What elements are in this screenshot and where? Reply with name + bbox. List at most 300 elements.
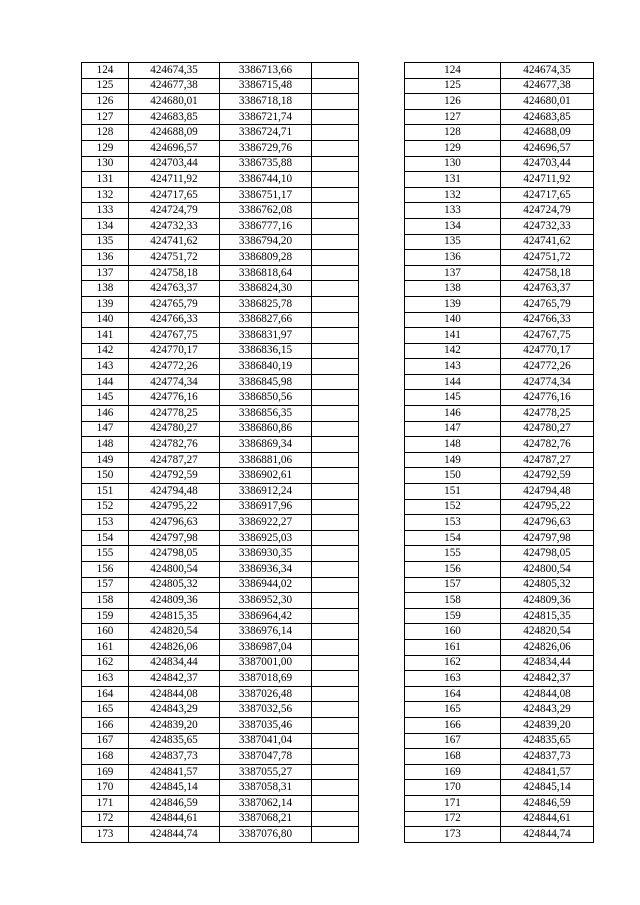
- left-x-coordinate-cell: 424767,75: [129, 328, 220, 344]
- left-point-number-cell: 144: [82, 374, 129, 390]
- column-gap: [359, 78, 405, 94]
- right-x-coordinate-cell: 424797,98: [501, 530, 594, 546]
- right-point-number-cell: 146: [405, 406, 501, 422]
- coordinates-table-body: [82, 63, 594, 843]
- coordinates-table: [81, 62, 594, 843]
- left-point-number-cell: 150: [82, 468, 129, 484]
- left-x-coordinate-cell: 424751,72: [129, 250, 220, 266]
- left-point-number-cell: 167: [82, 733, 129, 749]
- left-x-coordinate-cell: 424770,17: [129, 343, 220, 359]
- left-x-coordinate-cell: 424841,57: [129, 764, 220, 780]
- left-x-coordinate-cell: 424774,34: [129, 374, 220, 390]
- empty-cell: [312, 203, 359, 219]
- left-y-coordinate-cell: 3386777,16: [220, 218, 312, 234]
- table-row: [82, 140, 594, 156]
- right-point-number-cell: 139: [405, 296, 501, 312]
- empty-cell: [312, 484, 359, 500]
- left-point-number-cell: 148: [82, 437, 129, 453]
- column-gap: [359, 406, 405, 422]
- table-row: [82, 78, 594, 94]
- left-point-number-cell: 139: [82, 296, 129, 312]
- left-x-coordinate-cell: 424846,59: [129, 795, 220, 811]
- left-y-coordinate-cell: 3386809,28: [220, 250, 312, 266]
- right-point-number-cell: 145: [405, 390, 501, 406]
- right-point-number-cell: 171: [405, 795, 501, 811]
- empty-cell: [312, 811, 359, 827]
- right-point-number-cell: 143: [405, 359, 501, 375]
- right-x-coordinate-cell: 424696,57: [501, 140, 594, 156]
- empty-cell: [312, 156, 359, 172]
- empty-cell: [312, 686, 359, 702]
- left-point-number-cell: 165: [82, 702, 129, 718]
- left-point-number-cell: 129: [82, 140, 129, 156]
- right-x-coordinate-cell: 424763,37: [501, 281, 594, 297]
- column-gap: [359, 608, 405, 624]
- column-gap: [359, 218, 405, 234]
- left-x-coordinate-cell: 424766,33: [129, 312, 220, 328]
- table-row: [82, 499, 594, 515]
- left-point-number-cell: 173: [82, 827, 129, 843]
- left-x-coordinate-cell: 424815,35: [129, 608, 220, 624]
- right-point-number-cell: 137: [405, 265, 501, 281]
- empty-cell: [312, 639, 359, 655]
- empty-cell: [312, 515, 359, 531]
- right-x-coordinate-cell: 424711,92: [501, 172, 594, 188]
- column-gap: [359, 468, 405, 484]
- column-gap: [359, 764, 405, 780]
- table-row: [82, 218, 594, 234]
- empty-cell: [312, 109, 359, 125]
- table-row: [82, 702, 594, 718]
- right-x-coordinate-cell: 424844,61: [501, 811, 594, 827]
- left-point-number-cell: 164: [82, 686, 129, 702]
- column-gap: [359, 140, 405, 156]
- left-y-coordinate-cell: 3386825,78: [220, 296, 312, 312]
- right-x-coordinate-cell: 424795,22: [501, 499, 594, 515]
- right-x-coordinate-cell: 424815,35: [501, 608, 594, 624]
- right-point-number-cell: 151: [405, 484, 501, 500]
- right-point-number-cell: 155: [405, 546, 501, 562]
- right-x-coordinate-cell: 424792,59: [501, 468, 594, 484]
- left-point-number-cell: 172: [82, 811, 129, 827]
- left-x-coordinate-cell: 424696,57: [129, 140, 220, 156]
- table-row: [82, 250, 594, 266]
- right-x-coordinate-cell: 424787,27: [501, 452, 594, 468]
- left-x-coordinate-cell: 424758,18: [129, 265, 220, 281]
- left-x-coordinate-cell: 424844,61: [129, 811, 220, 827]
- left-point-number-cell: 154: [82, 530, 129, 546]
- empty-cell: [312, 390, 359, 406]
- right-x-coordinate-cell: 424776,16: [501, 390, 594, 406]
- left-y-coordinate-cell: 3386729,76: [220, 140, 312, 156]
- left-x-coordinate-cell: 424683,85: [129, 109, 220, 125]
- right-x-coordinate-cell: 424683,85: [501, 109, 594, 125]
- table-row: [82, 577, 594, 593]
- empty-cell: [312, 546, 359, 562]
- right-x-coordinate-cell: 424809,36: [501, 593, 594, 609]
- empty-cell: [312, 421, 359, 437]
- table-row: [82, 390, 594, 406]
- right-x-coordinate-cell: 424842,37: [501, 671, 594, 687]
- column-gap: [359, 265, 405, 281]
- left-point-number-cell: 163: [82, 671, 129, 687]
- empty-cell: [312, 234, 359, 250]
- right-x-coordinate-cell: 424767,75: [501, 328, 594, 344]
- left-y-coordinate-cell: 3387026,48: [220, 686, 312, 702]
- right-x-coordinate-cell: 424766,33: [501, 312, 594, 328]
- table-row: [82, 421, 594, 437]
- left-x-coordinate-cell: 424674,35: [129, 63, 220, 79]
- column-gap: [359, 94, 405, 110]
- left-y-coordinate-cell: 3386713,66: [220, 63, 312, 79]
- right-point-number-cell: 158: [405, 593, 501, 609]
- left-x-coordinate-cell: 424778,25: [129, 406, 220, 422]
- empty-cell: [312, 265, 359, 281]
- left-y-coordinate-cell: 3386987,04: [220, 639, 312, 655]
- left-x-coordinate-cell: 424844,08: [129, 686, 220, 702]
- right-point-number-cell: 173: [405, 827, 501, 843]
- right-point-number-cell: 160: [405, 624, 501, 640]
- left-x-coordinate-cell: 424805,32: [129, 577, 220, 593]
- empty-cell: [312, 406, 359, 422]
- right-point-number-cell: 129: [405, 140, 501, 156]
- column-gap: [359, 624, 405, 640]
- left-y-coordinate-cell: 3386744,10: [220, 172, 312, 188]
- left-x-coordinate-cell: 424776,16: [129, 390, 220, 406]
- column-gap: [359, 749, 405, 765]
- table-row: [82, 172, 594, 188]
- table-row: [82, 203, 594, 219]
- left-point-number-cell: 149: [82, 452, 129, 468]
- right-point-number-cell: 153: [405, 515, 501, 531]
- column-gap: [359, 374, 405, 390]
- left-point-number-cell: 140: [82, 312, 129, 328]
- column-gap: [359, 593, 405, 609]
- table-row: [82, 530, 594, 546]
- left-x-coordinate-cell: 424809,36: [129, 593, 220, 609]
- empty-cell: [312, 172, 359, 188]
- right-point-number-cell: 127: [405, 109, 501, 125]
- left-y-coordinate-cell: 3387076,80: [220, 827, 312, 843]
- right-point-number-cell: 138: [405, 281, 501, 297]
- right-x-coordinate-cell: 424796,63: [501, 515, 594, 531]
- left-x-coordinate-cell: 424797,98: [129, 530, 220, 546]
- empty-cell: [312, 374, 359, 390]
- left-point-number-cell: 160: [82, 624, 129, 640]
- left-y-coordinate-cell: 3387035,46: [220, 717, 312, 733]
- right-x-coordinate-cell: 424703,44: [501, 156, 594, 172]
- table-row: [82, 328, 594, 344]
- left-x-coordinate-cell: 424780,27: [129, 421, 220, 437]
- column-gap: [359, 733, 405, 749]
- right-point-number-cell: 154: [405, 530, 501, 546]
- table-row: [82, 484, 594, 500]
- empty-cell: [312, 281, 359, 297]
- right-x-coordinate-cell: 424835,65: [501, 733, 594, 749]
- column-gap: [359, 63, 405, 79]
- left-y-coordinate-cell: 3386964,42: [220, 608, 312, 624]
- table-row: [82, 63, 594, 79]
- column-gap: [359, 125, 405, 141]
- left-point-number-cell: 155: [82, 546, 129, 562]
- column-gap: [359, 515, 405, 531]
- empty-cell: [312, 437, 359, 453]
- column-gap: [359, 530, 405, 546]
- right-x-coordinate-cell: 424839,20: [501, 717, 594, 733]
- right-point-number-cell: 147: [405, 421, 501, 437]
- column-gap: [359, 717, 405, 733]
- right-x-coordinate-cell: 424774,34: [501, 374, 594, 390]
- left-y-coordinate-cell: 3386902,61: [220, 468, 312, 484]
- right-x-coordinate-cell: 424778,25: [501, 406, 594, 422]
- right-point-number-cell: 159: [405, 608, 501, 624]
- right-x-coordinate-cell: 424772,26: [501, 359, 594, 375]
- left-y-coordinate-cell: 3387047,78: [220, 749, 312, 765]
- left-x-coordinate-cell: 424800,54: [129, 562, 220, 578]
- empty-cell: [312, 218, 359, 234]
- empty-cell: [312, 577, 359, 593]
- left-x-coordinate-cell: 424724,79: [129, 203, 220, 219]
- left-point-number-cell: 147: [82, 421, 129, 437]
- right-point-number-cell: 126: [405, 94, 501, 110]
- right-point-number-cell: 148: [405, 437, 501, 453]
- left-y-coordinate-cell: 3387055,27: [220, 764, 312, 780]
- left-y-coordinate-cell: 3386718,18: [220, 94, 312, 110]
- table-row: [82, 717, 594, 733]
- column-gap: [359, 390, 405, 406]
- right-point-number-cell: 162: [405, 655, 501, 671]
- right-x-coordinate-cell: 424680,01: [501, 94, 594, 110]
- column-gap: [359, 187, 405, 203]
- right-x-coordinate-cell: 424844,74: [501, 827, 594, 843]
- left-x-coordinate-cell: 424820,54: [129, 624, 220, 640]
- right-x-coordinate-cell: 424688,09: [501, 125, 594, 141]
- left-point-number-cell: 128: [82, 125, 129, 141]
- left-x-coordinate-cell: 424711,92: [129, 172, 220, 188]
- empty-cell: [312, 717, 359, 733]
- empty-cell: [312, 452, 359, 468]
- table-row: [82, 468, 594, 484]
- left-x-coordinate-cell: 424782,76: [129, 437, 220, 453]
- table-row: [82, 749, 594, 765]
- table-row: [82, 671, 594, 687]
- table-row: [82, 795, 594, 811]
- column-gap: [359, 780, 405, 796]
- right-point-number-cell: 169: [405, 764, 501, 780]
- empty-cell: [312, 140, 359, 156]
- column-gap: [359, 655, 405, 671]
- left-x-coordinate-cell: 424845,14: [129, 780, 220, 796]
- table-row: [82, 234, 594, 250]
- left-y-coordinate-cell: 3386794,20: [220, 234, 312, 250]
- left-y-coordinate-cell: 3386721,74: [220, 109, 312, 125]
- column-gap: [359, 795, 405, 811]
- left-point-number-cell: 137: [82, 265, 129, 281]
- table-row: [82, 343, 594, 359]
- left-x-coordinate-cell: 424795,22: [129, 499, 220, 515]
- table-row: [82, 624, 594, 640]
- right-x-coordinate-cell: 424674,35: [501, 63, 594, 79]
- left-point-number-cell: 161: [82, 639, 129, 655]
- left-y-coordinate-cell: 3386952,30: [220, 593, 312, 609]
- column-gap: [359, 827, 405, 843]
- right-point-number-cell: 149: [405, 452, 501, 468]
- left-x-coordinate-cell: 424837,73: [129, 749, 220, 765]
- left-point-number-cell: 138: [82, 281, 129, 297]
- empty-cell: [312, 343, 359, 359]
- right-point-number-cell: 168: [405, 749, 501, 765]
- left-y-coordinate-cell: 3387058,31: [220, 780, 312, 796]
- column-gap: [359, 109, 405, 125]
- right-point-number-cell: 134: [405, 218, 501, 234]
- table-row: [82, 639, 594, 655]
- column-gap: [359, 234, 405, 250]
- right-x-coordinate-cell: 424782,76: [501, 437, 594, 453]
- table-row: [82, 296, 594, 312]
- left-point-number-cell: 134: [82, 218, 129, 234]
- column-gap: [359, 156, 405, 172]
- column-gap: [359, 671, 405, 687]
- left-point-number-cell: 127: [82, 109, 129, 125]
- table-row: [82, 546, 594, 562]
- empty-cell: [312, 780, 359, 796]
- left-point-number-cell: 146: [82, 406, 129, 422]
- left-x-coordinate-cell: 424677,38: [129, 78, 220, 94]
- column-gap: [359, 312, 405, 328]
- table-row: [82, 452, 594, 468]
- column-gap: [359, 452, 405, 468]
- left-point-number-cell: 153: [82, 515, 129, 531]
- table-row: [82, 608, 594, 624]
- left-y-coordinate-cell: 3386824,30: [220, 281, 312, 297]
- right-x-coordinate-cell: 424834,44: [501, 655, 594, 671]
- right-x-coordinate-cell: 424798,05: [501, 546, 594, 562]
- left-x-coordinate-cell: 424717,65: [129, 187, 220, 203]
- left-y-coordinate-cell: 3386850,56: [220, 390, 312, 406]
- column-gap: [359, 484, 405, 500]
- left-point-number-cell: 152: [82, 499, 129, 515]
- right-x-coordinate-cell: 424844,08: [501, 686, 594, 702]
- column-gap: [359, 172, 405, 188]
- table-row: [82, 187, 594, 203]
- table-row: [82, 827, 594, 843]
- right-point-number-cell: 141: [405, 328, 501, 344]
- empty-cell: [312, 250, 359, 266]
- empty-cell: [312, 296, 359, 312]
- column-gap: [359, 577, 405, 593]
- right-x-coordinate-cell: 424820,54: [501, 624, 594, 640]
- left-point-number-cell: 130: [82, 156, 129, 172]
- left-y-coordinate-cell: 3386869,34: [220, 437, 312, 453]
- empty-cell: [312, 624, 359, 640]
- left-x-coordinate-cell: 424844,74: [129, 827, 220, 843]
- left-y-coordinate-cell: 3386831,97: [220, 328, 312, 344]
- left-y-coordinate-cell: 3386751,17: [220, 187, 312, 203]
- left-y-coordinate-cell: 3386856,35: [220, 406, 312, 422]
- table-row: [82, 562, 594, 578]
- empty-cell: [312, 530, 359, 546]
- right-point-number-cell: 142: [405, 343, 501, 359]
- right-x-coordinate-cell: 424780,27: [501, 421, 594, 437]
- empty-cell: [312, 671, 359, 687]
- left-y-coordinate-cell: 3386925,03: [220, 530, 312, 546]
- column-gap: [359, 686, 405, 702]
- left-x-coordinate-cell: 424798,05: [129, 546, 220, 562]
- empty-cell: [312, 764, 359, 780]
- table-row: [82, 593, 594, 609]
- right-x-coordinate-cell: 424845,14: [501, 780, 594, 796]
- left-x-coordinate-cell: 424792,59: [129, 468, 220, 484]
- right-point-number-cell: 125: [405, 78, 501, 94]
- right-point-number-cell: 133: [405, 203, 501, 219]
- left-point-number-cell: 162: [82, 655, 129, 671]
- left-x-coordinate-cell: 424741,62: [129, 234, 220, 250]
- right-x-coordinate-cell: 424758,18: [501, 265, 594, 281]
- table-row: [82, 312, 594, 328]
- table-row: [82, 811, 594, 827]
- left-y-coordinate-cell: 3386724,71: [220, 125, 312, 141]
- right-x-coordinate-cell: 424805,32: [501, 577, 594, 593]
- left-point-number-cell: 131: [82, 172, 129, 188]
- left-point-number-cell: 142: [82, 343, 129, 359]
- column-gap: [359, 562, 405, 578]
- right-point-number-cell: 130: [405, 156, 501, 172]
- column-gap: [359, 437, 405, 453]
- left-point-number-cell: 158: [82, 593, 129, 609]
- empty-cell: [312, 827, 359, 843]
- table-row: [82, 655, 594, 671]
- left-point-number-cell: 132: [82, 187, 129, 203]
- right-x-coordinate-cell: 424826,06: [501, 639, 594, 655]
- empty-cell: [312, 733, 359, 749]
- column-gap: [359, 203, 405, 219]
- empty-cell: [312, 795, 359, 811]
- left-y-coordinate-cell: 3386976,14: [220, 624, 312, 640]
- table-row: [82, 686, 594, 702]
- left-y-coordinate-cell: 3386922,27: [220, 515, 312, 531]
- right-point-number-cell: 132: [405, 187, 501, 203]
- column-gap: [359, 702, 405, 718]
- left-y-coordinate-cell: 3386936,34: [220, 562, 312, 578]
- empty-cell: [312, 63, 359, 79]
- left-y-coordinate-cell: 3386917,96: [220, 499, 312, 515]
- right-point-number-cell: 163: [405, 671, 501, 687]
- left-y-coordinate-cell: 3386827,66: [220, 312, 312, 328]
- column-gap: [359, 811, 405, 827]
- left-y-coordinate-cell: 3386881,06: [220, 452, 312, 468]
- right-point-number-cell: 135: [405, 234, 501, 250]
- right-point-number-cell: 156: [405, 562, 501, 578]
- right-x-coordinate-cell: 424846,59: [501, 795, 594, 811]
- table-row: [82, 265, 594, 281]
- right-point-number-cell: 165: [405, 702, 501, 718]
- right-x-coordinate-cell: 424765,79: [501, 296, 594, 312]
- left-y-coordinate-cell: 3386735,88: [220, 156, 312, 172]
- left-x-coordinate-cell: 424787,27: [129, 452, 220, 468]
- right-x-coordinate-cell: 424732,33: [501, 218, 594, 234]
- left-x-coordinate-cell: 424765,79: [129, 296, 220, 312]
- right-point-number-cell: 136: [405, 250, 501, 266]
- empty-cell: [312, 562, 359, 578]
- table-row: [82, 733, 594, 749]
- table-row: [82, 515, 594, 531]
- column-gap: [359, 359, 405, 375]
- left-y-coordinate-cell: 3386762,08: [220, 203, 312, 219]
- right-point-number-cell: 167: [405, 733, 501, 749]
- empty-cell: [312, 655, 359, 671]
- left-point-number-cell: 136: [82, 250, 129, 266]
- left-y-coordinate-cell: 3386930,35: [220, 546, 312, 562]
